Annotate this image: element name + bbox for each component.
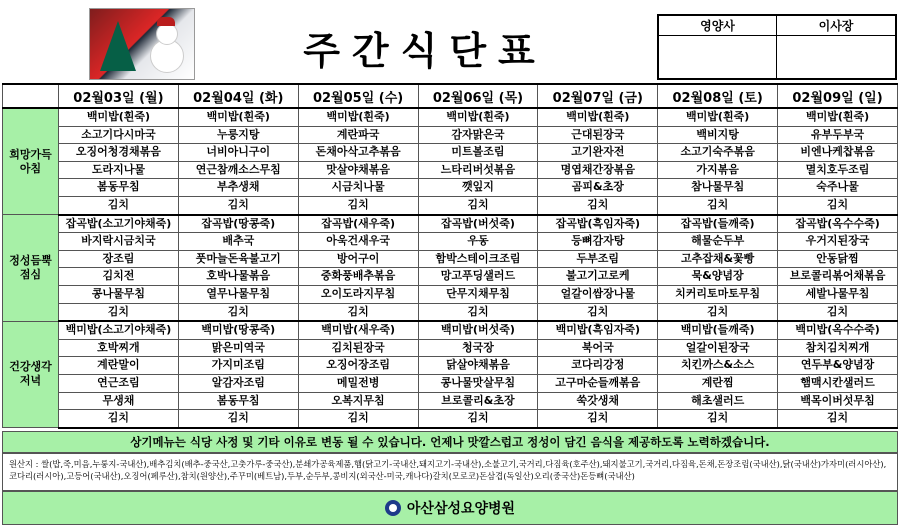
- menu-item: 우거지된장국: [778, 233, 898, 251]
- menu-item: 메밀전병: [298, 374, 418, 392]
- menu-item: 방어구이: [298, 250, 418, 268]
- notice-bar: 상기메뉴는 식당 사정 및 기타 이유로 변동 될 수 있습니다. 언제나 맛깔스럽고 정성이 담긴 음식을 제공하도록 노력하겠습니다.: [2, 431, 898, 453]
- menu-row: [3, 108, 898, 126]
- menu-item: 함박스테이크조림: [418, 250, 538, 268]
- menu-item: 콩나물맛살무침: [418, 374, 538, 392]
- menu-item: 김치전: [59, 268, 179, 286]
- menu-item: 가지미조림: [178, 357, 298, 375]
- menu-item: 백미밥(옥수수죽): [778, 321, 898, 339]
- menu-item: 곰피&초장: [538, 179, 658, 197]
- menu-item: 치커리토마토무침: [658, 285, 778, 303]
- menu-row: [3, 233, 898, 251]
- menu-item: 맑은미역국: [178, 339, 298, 357]
- approval-sign-director: [777, 36, 895, 78]
- menu-item: 김치: [778, 303, 898, 321]
- menu-item: 묵&양념장: [658, 268, 778, 286]
- menu-item: 고기완자전: [538, 144, 658, 162]
- menu-item: 잡곡밥(새우죽): [298, 215, 418, 233]
- menu-item: 얼갈이된장국: [658, 339, 778, 357]
- menu-item: 백미밥(들깨죽): [658, 321, 778, 339]
- menu-item: 백미밥(흰죽): [418, 108, 538, 126]
- menu-item: 시금치나물: [298, 179, 418, 197]
- day-header: 02월06일 (목): [418, 84, 538, 108]
- page-title: 주간식단표: [303, 28, 547, 73]
- menu-item: 소고기다시마국: [59, 126, 179, 144]
- menu-item: 소고기숙주볶음: [658, 144, 778, 162]
- menu-item: 비엔나케찹볶음: [778, 144, 898, 162]
- approval-box: [657, 14, 897, 80]
- menu-row: [3, 126, 898, 144]
- menu-item: 김치: [298, 410, 418, 428]
- meal-label: 건강생각 저녁: [3, 321, 59, 428]
- menu-item: 백미밥(흑임자죽): [538, 321, 658, 339]
- menu-item: 백목이버섯무침: [778, 392, 898, 410]
- menu-item: 김치: [59, 303, 179, 321]
- menu-item: 바지락시금치국: [59, 233, 179, 251]
- menu-item: 숙주나물: [778, 179, 898, 197]
- menu-item: 도라지나물: [59, 161, 179, 179]
- menu-item: 백미밥(흰죽): [778, 108, 898, 126]
- snowman-christmas-image: [89, 8, 195, 80]
- menu-item: 백미밥(소고기야채죽): [59, 321, 179, 339]
- menu-item: 단무지채무침: [418, 285, 538, 303]
- menu-item: 오이도라지무침: [298, 285, 418, 303]
- menu-item: 등뼈감자탕: [538, 233, 658, 251]
- menu-item: 치킨까스&소스: [658, 357, 778, 375]
- menu-row: [3, 268, 898, 286]
- menu-item: 연근참깨소스무침: [178, 161, 298, 179]
- menu-item: 세발나물무침: [778, 285, 898, 303]
- menu-item: 김치: [298, 303, 418, 321]
- menu-item: 잡곡밥(버섯죽): [418, 215, 538, 233]
- menu-row: [3, 392, 898, 410]
- menu-item: 아욱건새우국: [298, 233, 418, 251]
- menu-item: 유부두부국: [778, 126, 898, 144]
- menu-item: 부추생채: [178, 179, 298, 197]
- menu-item: 안동닭찜: [778, 250, 898, 268]
- menu-row: [3, 144, 898, 162]
- menu-row: [3, 285, 898, 303]
- menu-item: 미트볼조림: [418, 144, 538, 162]
- menu-item: 김치: [418, 410, 538, 428]
- menu-item: 백미밥(흰죽): [59, 108, 179, 126]
- meal-label: 정성듬뿍 점심: [3, 215, 59, 322]
- menu-item: 백미밥(흰죽): [298, 108, 418, 126]
- menu-item: 김치: [178, 410, 298, 428]
- menu-item: 김치: [298, 196, 418, 214]
- menu-item: 잡곡밥(땅콩죽): [178, 215, 298, 233]
- menu-item: 근대된장국: [538, 126, 658, 144]
- menu-row: [3, 410, 898, 428]
- day-header-row: [3, 84, 898, 108]
- menu-item: 돈채아삭고추볶음: [298, 144, 418, 162]
- approval-sign-dietitian: [659, 36, 777, 78]
- menu-item: 계란말이: [59, 357, 179, 375]
- menu-item: 백미밥(버섯죽): [418, 321, 538, 339]
- menu-row: [3, 179, 898, 197]
- menu-item: 김치: [658, 410, 778, 428]
- menu-item: 배추국: [178, 233, 298, 251]
- menu-item: 김치: [418, 196, 538, 214]
- menu-row: [3, 339, 898, 357]
- approval-label-dietitian: 영양사: [659, 16, 777, 36]
- menu-row: [3, 161, 898, 179]
- menu-item: 김치: [658, 196, 778, 214]
- menu-item: 김치: [538, 410, 658, 428]
- menu-item: 참나물무침: [658, 179, 778, 197]
- menu-item: 계란찜: [658, 374, 778, 392]
- day-header: 02월03일 (월): [59, 84, 179, 108]
- menu-item: 불고기고로케: [538, 268, 658, 286]
- menu-row: [3, 321, 898, 339]
- menu-item: 콩나물무침: [59, 285, 179, 303]
- menu-item: 백미밥(새우죽): [298, 321, 418, 339]
- menu-item: 김치: [418, 303, 538, 321]
- tree-shape: [100, 21, 136, 71]
- menu-row: [3, 374, 898, 392]
- day-header: 02월08일 (토): [658, 84, 778, 108]
- menu-row: [3, 196, 898, 214]
- menu-item: 브로콜리&초장: [418, 392, 538, 410]
- menu-row: [3, 357, 898, 375]
- menu-item: 잡곡밥(소고기야채죽): [59, 215, 179, 233]
- menu-item: 열무나물무침: [178, 285, 298, 303]
- menu-item: 청국장: [418, 339, 538, 357]
- menu-item: 브로콜리볶어채볶음: [778, 268, 898, 286]
- hospital-logo-icon: [385, 500, 401, 516]
- menu-item: 연근조림: [59, 374, 179, 392]
- menu-item: 북어국: [538, 339, 658, 357]
- day-header: 02월05일 (수): [298, 84, 418, 108]
- menu-item: 잡곡밥(흑임자죽): [538, 215, 658, 233]
- menu-item: 해초샐러드: [658, 392, 778, 410]
- menu-item: 계란파국: [298, 126, 418, 144]
- menu-item: 김치: [59, 410, 179, 428]
- menu-item: 김치: [658, 303, 778, 321]
- menu-item: 알감자조림: [178, 374, 298, 392]
- menu-item: 백미밥(흰죽): [178, 108, 298, 126]
- meal-label: 희망가득 아침: [3, 108, 59, 215]
- menu-item: 호박나물볶음: [178, 268, 298, 286]
- menu-item: 오징어장조림: [298, 357, 418, 375]
- menu-item: 맛살야채볶음: [298, 161, 418, 179]
- menu-item: 김치된장국: [298, 339, 418, 357]
- menu-item: 가지볶음: [658, 161, 778, 179]
- menu-item: 두부조림: [538, 250, 658, 268]
- menu-item: 연두부&양념장: [778, 357, 898, 375]
- menu-item: 오복지무침: [298, 392, 418, 410]
- menu-item: 김치: [538, 303, 658, 321]
- menu-item: 김치: [778, 196, 898, 214]
- hospital-name: 아산삼성요양병원: [406, 501, 516, 517]
- menu-item: 명엽채간장볶음: [538, 161, 658, 179]
- menu-item: 햄맥시칸샐러드: [778, 374, 898, 392]
- day-header: 02월09일 (일): [778, 84, 898, 108]
- menu-row: [3, 250, 898, 268]
- origin-info: 원산지 : 쌀(밥,죽,미음,누룽지-국내산),배추김치(배추-중국산,고춧가루-중국산),분쇄가공육제품,햄(닭고기-국내산,돼지고기-국내산),소불고기,국거리,다짐육(호주산),돼지불고기,국거리,다짐육,돈채,돈장조림(국내산),닭(국내산)가자미(러시아산),코다리(러시아),고등어(국내산),오징어(페루산),참치(원양산),주꾸미(베트남),두부,순두부,콩비지(외국산-미국,캐나다)갈치(모로코)돈삼겹(독일산)오리(중국산)돈등뼈(국내산): [2, 453, 898, 491]
- menu-item: 느타리버섯볶음: [418, 161, 538, 179]
- menu-item: 장조림: [59, 250, 179, 268]
- menu-item: 망고푸딩샐러드: [418, 268, 538, 286]
- menu-item: 봄동무침: [59, 179, 179, 197]
- menu-item: 김치: [178, 303, 298, 321]
- menu-item: 얼갈이쌈장나물: [538, 285, 658, 303]
- menu-item: 백미밥(흰죽): [538, 108, 658, 126]
- menu-item: 백미밥(땅콩죽): [178, 321, 298, 339]
- menu-row: [3, 215, 898, 233]
- menu-item: 호박찌개: [59, 339, 179, 357]
- menu-item: 중화풍배추볶음: [298, 268, 418, 286]
- menu-item: 김치: [778, 410, 898, 428]
- menu-item: 풋마늘돈육불고기: [178, 250, 298, 268]
- menu-item: 김치: [59, 196, 179, 214]
- menu-item: 무생채: [59, 392, 179, 410]
- menu-item: 김치: [178, 196, 298, 214]
- menu-item: 잡곡밥(옥수수죽): [778, 215, 898, 233]
- menu-item: 봄동무침: [178, 392, 298, 410]
- menu-item: 우동: [418, 233, 538, 251]
- menu-item: 코다리강정: [538, 357, 658, 375]
- menu-item: 누룽지탕: [178, 126, 298, 144]
- hospital-footer: [2, 491, 898, 525]
- menu-item: 감자맑은국: [418, 126, 538, 144]
- menu-item: 닭살야채볶음: [418, 357, 538, 375]
- menu-item: 잡곡밥(들깨죽): [658, 215, 778, 233]
- snowman-icon: [148, 17, 184, 73]
- menu-item: 깻잎지: [418, 179, 538, 197]
- menu-item: 참치김치찌개: [778, 339, 898, 357]
- menu-item: 오징어청경채볶음: [59, 144, 179, 162]
- menu-item: 고구마순들깨볶음: [538, 374, 658, 392]
- menu-item: 백비지탕: [658, 126, 778, 144]
- day-header: 02월04일 (화): [178, 84, 298, 108]
- menu-item: 쑥갓생채: [538, 392, 658, 410]
- corner-cell: [3, 84, 59, 108]
- menu-item: 김치: [538, 196, 658, 214]
- day-header: 02월07일 (금): [538, 84, 658, 108]
- menu-item: 멸치호두조림: [778, 161, 898, 179]
- menu-item: 고추잡채&꽃빵: [658, 250, 778, 268]
- menu-item: 백미밥(흰죽): [658, 108, 778, 126]
- menu-row: [3, 303, 898, 321]
- menu-item: 해물순두부: [658, 233, 778, 251]
- menu-table: [2, 83, 898, 429]
- approval-label-director: 이사장: [777, 16, 895, 36]
- menu-item: 너비아니구이: [178, 144, 298, 162]
